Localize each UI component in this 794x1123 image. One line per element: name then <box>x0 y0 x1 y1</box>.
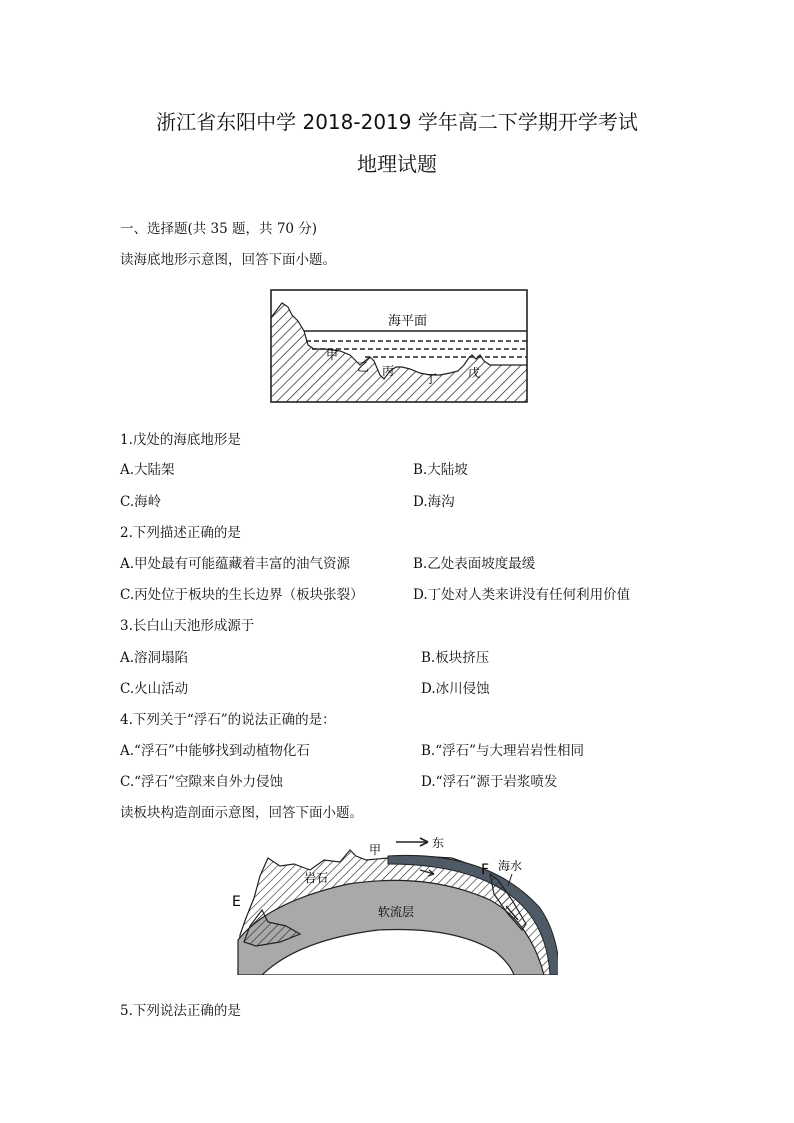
seafloor-diagram <box>270 289 528 403</box>
q3-stem: 3.长白山天池形成源于 <box>120 618 255 634</box>
label-east: 东 <box>432 836 445 850</box>
label-asthenosphere: 软流层 <box>378 905 415 919</box>
q4-option-a: A.“浮石”中能够找到动植物化石 <box>120 743 310 759</box>
q5-stem: 5.下列说法正确的是 <box>120 1003 241 1019</box>
label-yi: 乙 <box>357 360 370 374</box>
label-seawater: 海水 <box>498 859 523 873</box>
q1-option-b: B.大陆坡 <box>413 462 468 478</box>
q4-stem: 4.下列关于“浮石”的说法正确的是： <box>120 712 336 728</box>
section-heading: 一、选择题(共 35 题，共 70 分) <box>120 221 318 237</box>
label-bing: 丙 <box>382 364 395 378</box>
label-wu: 戊 <box>468 366 481 380</box>
q1-stem: 1.戊处的海底地形是 <box>120 432 241 448</box>
label-ding: 丁 <box>425 372 438 386</box>
q3-option-a: A.溶洞塌陷 <box>120 650 189 666</box>
q2-option-c: C.丙处位于板块的生长边界（板块张裂） <box>120 587 364 603</box>
q3-option-b: B.板块挤压 <box>421 650 490 666</box>
sea-level-label: 海平面 <box>388 314 428 329</box>
figure2-intro: 读板块构造剖面示意图，回答下面小题。 <box>120 805 363 821</box>
plate-tectonics-diagram <box>228 830 558 975</box>
label-rock: 岩石 <box>304 871 329 885</box>
q1-option-d: D.海沟 <box>413 494 455 510</box>
figure1-intro: 读海底地形示意图，回答下面小题。 <box>120 252 336 268</box>
q4-option-c: C.“浮石”空隙来自外力侵蚀 <box>120 774 283 790</box>
label-jia-plate: 甲 <box>369 843 382 857</box>
q4-option-d: D.“浮石”源于岩浆喷发 <box>421 774 558 790</box>
label-f: F <box>481 862 490 878</box>
q1-option-c: C.海岭 <box>120 494 162 510</box>
label-jia: 甲 <box>326 348 339 362</box>
q3-option-c: C.火山活动 <box>120 681 189 697</box>
q3-option-d: D.冰川侵蚀 <box>421 681 490 697</box>
q2-option-a: A.甲处最有可能蕴藏着丰富的油气资源 <box>120 556 351 572</box>
label-e: E <box>232 894 241 910</box>
document-title: 浙江省东阳中学 2018-2019 学年高二下学期开学考试 <box>156 110 638 134</box>
document-subtitle: 地理试题 <box>357 152 437 176</box>
q4-option-b: B.“浮石”与大理岩岩性相同 <box>421 743 585 759</box>
q1-option-a: A.大陆架 <box>120 462 175 478</box>
q2-option-d: D.丁处对人类来讲没有任何利用价值 <box>413 587 631 603</box>
q2-stem: 2.下列描述正确的是 <box>120 525 241 541</box>
q2-option-b: B.乙处表面坡度最缓 <box>413 556 536 572</box>
